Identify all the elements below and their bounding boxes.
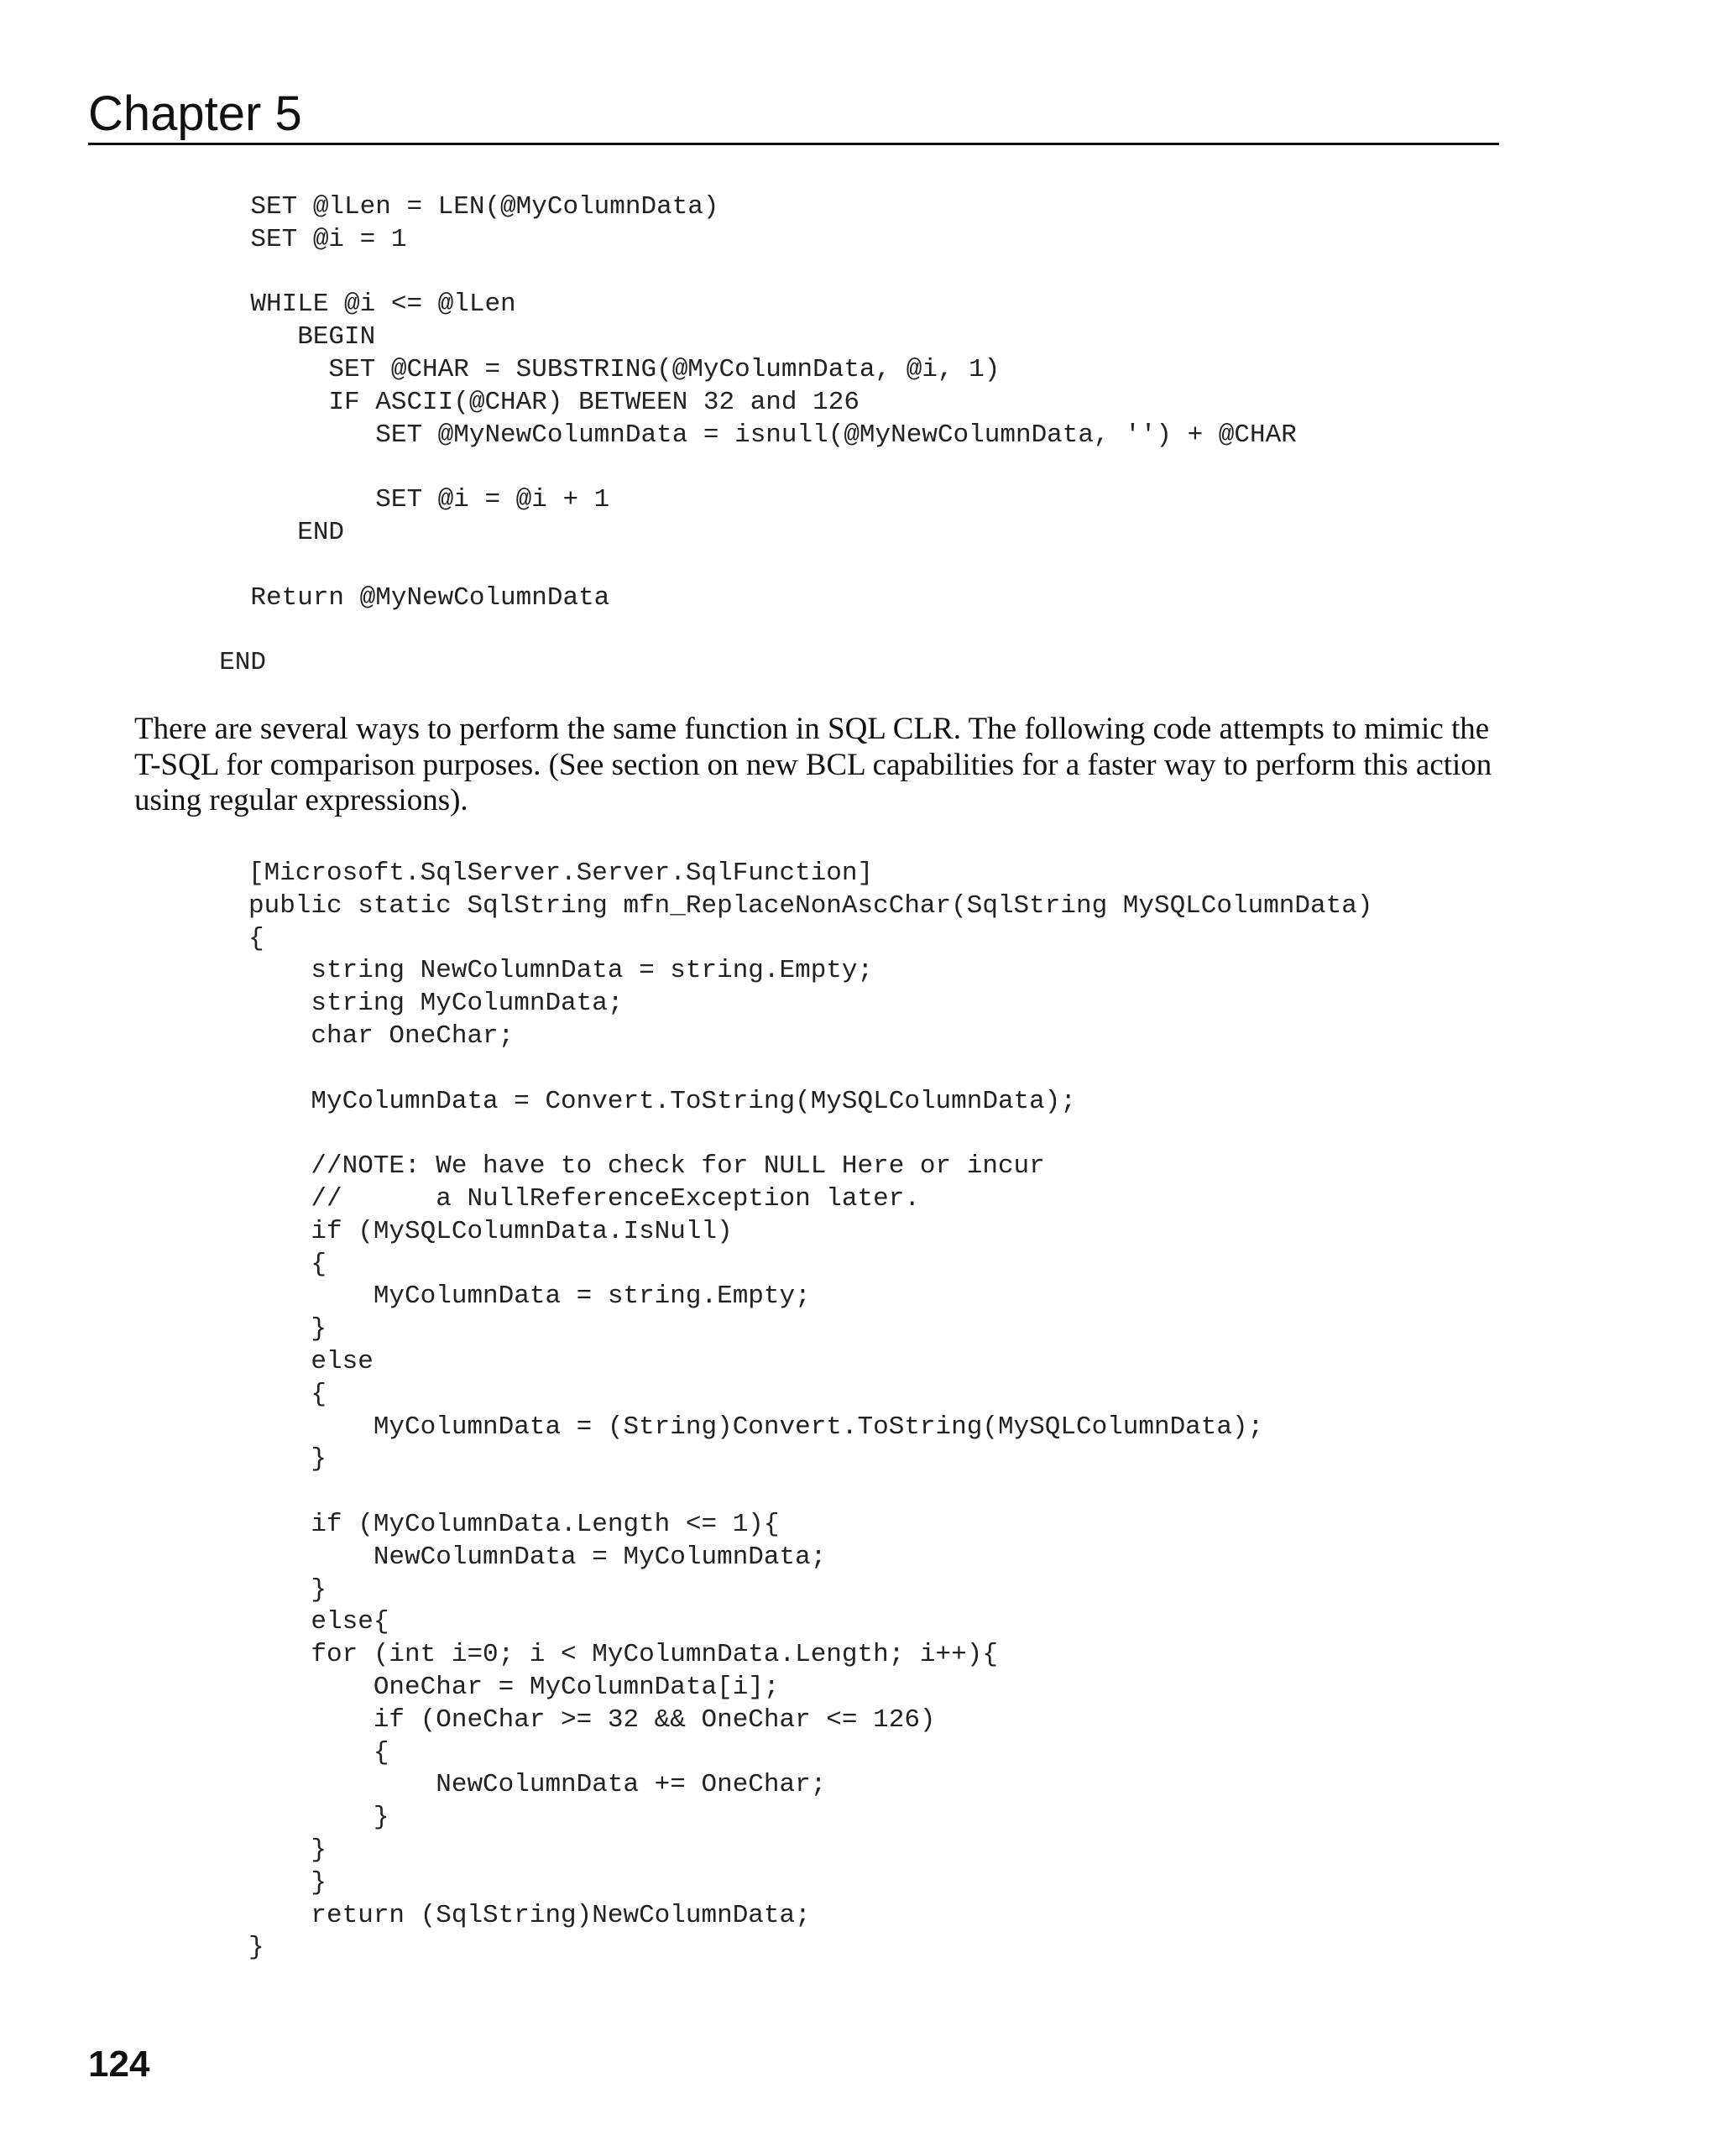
- code-line: SET @i = @i + 1: [188, 485, 610, 515]
- code-line: NewColumnData += OneChar;: [248, 1770, 827, 1800]
- code-line: public static SqlString mfn_ReplaceNonAscChar(SqlString MySQLColumnData): [248, 890, 1373, 921]
- code-line: {: [248, 1249, 327, 1279]
- code-line: [248, 1053, 1372, 1086]
- code-line: SET @lLen = LEN(@MyColumnData): [188, 192, 719, 222]
- code-line: //NOTE: We have to check for NULL Here or incur: [248, 1151, 1045, 1182]
- code-line: }: [248, 1444, 327, 1475]
- code-line: }: [248, 1574, 327, 1605]
- code-line: if (OneChar >= 32 && OneChar <= 126): [248, 1704, 936, 1735]
- code-line: {: [248, 1737, 389, 1767]
- code-line: }: [248, 1933, 264, 1963]
- code-line: if (MyColumnData.Length <= 1){: [248, 1509, 780, 1539]
- code-line: else: [248, 1346, 374, 1376]
- code-line: }: [248, 1835, 327, 1865]
- code-line: MyColumnData = Convert.ToString(MySQLColumnData);: [248, 1086, 1076, 1116]
- code-line: OneChar = MyColumnData[i];: [248, 1672, 780, 1702]
- code-line: END: [188, 517, 345, 547]
- code-line: Return @MyNewColumnData: [188, 582, 610, 613]
- code-line: WHILE @i <= @lLen: [188, 290, 516, 320]
- chapter-header: Chapter 5: [88, 86, 302, 141]
- code-line: else{: [248, 1607, 389, 1637]
- code-line: SET @MyNewColumnData = isnull(@MyNewColumnData, '') + @CHAR: [188, 420, 1297, 450]
- code-line: [188, 550, 1297, 582]
- code-line: BEGIN: [188, 322, 376, 352]
- code-line: if (MySQLColumnData.IsNull): [248, 1216, 733, 1246]
- csharp-code-block: [248, 858, 1372, 1965]
- code-line: END: [188, 648, 267, 678]
- page-number: 124: [88, 2044, 150, 2085]
- code-line: // a NullReferenceException later.: [248, 1183, 920, 1214]
- code-line: for (int i=0; i < MyColumnData.Length; i++){: [248, 1640, 998, 1670]
- code-line: string NewColumnData = string.Empty;: [248, 956, 874, 986]
- code-line: SET @CHAR = SUBSTRING(@MyColumnData, @i, 1): [188, 354, 1001, 384]
- code-line: char OneChar;: [248, 1021, 515, 1051]
- code-line: [188, 452, 1297, 484]
- body-paragraph: There are several ways to perform the same function in SQL CLR. The following code attempts to mimic the T-SQL for comparison purposes. (See section on new BCL capabilities for a faster way to perform this action using regular expressions).: [134, 712, 1492, 817]
- header-rule: [88, 143, 1499, 145]
- code-line: string MyColumnData;: [248, 989, 624, 1019]
- code-line: }: [248, 1314, 327, 1344]
- code-line: [248, 1476, 1372, 1509]
- code-line: SET @i = 1: [188, 224, 407, 254]
- code-line: IF ASCII(@CHAR) BETWEEN 32 and 126: [188, 387, 860, 417]
- code-line: [Microsoft.SqlServer.Server.SqlFunction]: [248, 859, 874, 888]
- code-line: {: [248, 923, 264, 953]
- code-line: [248, 1118, 1372, 1151]
- code-line: [188, 257, 1297, 290]
- code-line: [188, 614, 1297, 647]
- code-line: MyColumnData = (String)Convert.ToString(MySQLColumnData);: [248, 1412, 1264, 1442]
- code-line: MyColumnData = string.Empty;: [248, 1282, 811, 1312]
- code-line: return (SqlString)NewColumnData;: [248, 1900, 811, 1930]
- code-line: NewColumnData = MyColumnData;: [248, 1542, 827, 1572]
- code-line: }: [248, 1803, 389, 1833]
- tsql-code-block: [188, 191, 1297, 680]
- code-line: }: [248, 1867, 327, 1898]
- code-line: {: [248, 1379, 327, 1409]
